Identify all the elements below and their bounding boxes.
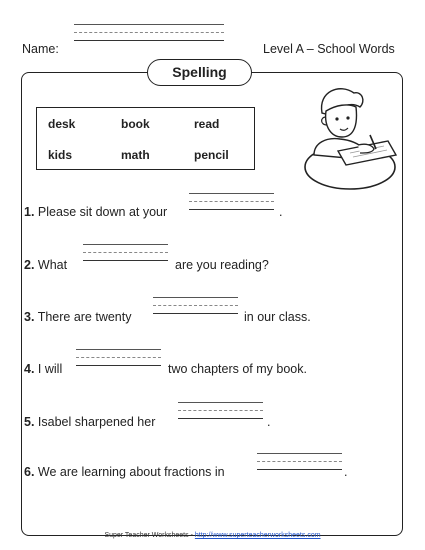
- word-bank-item: kids: [48, 148, 73, 162]
- answer-line-1[interactable]: [189, 193, 274, 217]
- question-6-ending: .: [344, 465, 348, 479]
- answer-line-4[interactable]: [76, 349, 161, 373]
- question-text-before: I will: [37, 362, 63, 376]
- level-label: Level A – School Words: [263, 42, 395, 56]
- answer-line-5[interactable]: [178, 402, 263, 426]
- question-text-before: We are learning about fractions in: [37, 465, 225, 479]
- question-number: 4.: [24, 362, 35, 376]
- answer-line-3[interactable]: [153, 297, 238, 321]
- question-1-ending: .: [279, 205, 283, 219]
- question-number: 5.: [24, 415, 35, 429]
- question-text-before: Please sit down at your: [37, 205, 168, 219]
- question-5-ending: .: [267, 415, 271, 429]
- question-number: 2.: [24, 258, 35, 272]
- question-6: [24, 465, 225, 479]
- footer: [0, 532, 425, 539]
- question-number: 6.: [24, 465, 35, 479]
- answer-line-2[interactable]: [83, 244, 168, 268]
- word-bank-item: read: [194, 117, 220, 131]
- footer-link[interactable]: http://www.superteacherworksheets.com: [194, 532, 321, 539]
- question-1: [24, 205, 167, 219]
- student-writing-at-desk-icon: [300, 85, 400, 193]
- question-text-before: What: [37, 258, 68, 272]
- answer-line-6[interactable]: [257, 453, 342, 477]
- question-number: 1.: [24, 205, 35, 219]
- word-bank-item: pencil: [194, 148, 229, 162]
- question-5: [24, 415, 155, 429]
- question-text-before: There are twenty: [37, 310, 132, 324]
- name-writing-line[interactable]: [74, 24, 224, 48]
- word-bank-item: book: [121, 117, 150, 131]
- question-2: [24, 258, 67, 272]
- question-2-ending: are you reading?: [175, 258, 269, 272]
- question-text-before: Isabel sharpened her: [37, 415, 156, 429]
- word-bank-item: desk: [48, 117, 76, 131]
- worksheet-title: Spelling: [147, 59, 252, 86]
- name-label: Name:: [22, 42, 59, 56]
- word-bank-item: math: [121, 148, 150, 162]
- question-4-ending: two chapters of my book.: [168, 362, 307, 376]
- footer-separator: -: [190, 532, 193, 539]
- footer-site-name: Super Teacher Worksheets: [104, 532, 189, 539]
- question-3-ending: in our class.: [244, 310, 311, 324]
- question-number: 3.: [24, 310, 35, 324]
- question-3: [24, 310, 131, 324]
- question-4: [24, 362, 62, 376]
- word-bank: [36, 107, 255, 170]
